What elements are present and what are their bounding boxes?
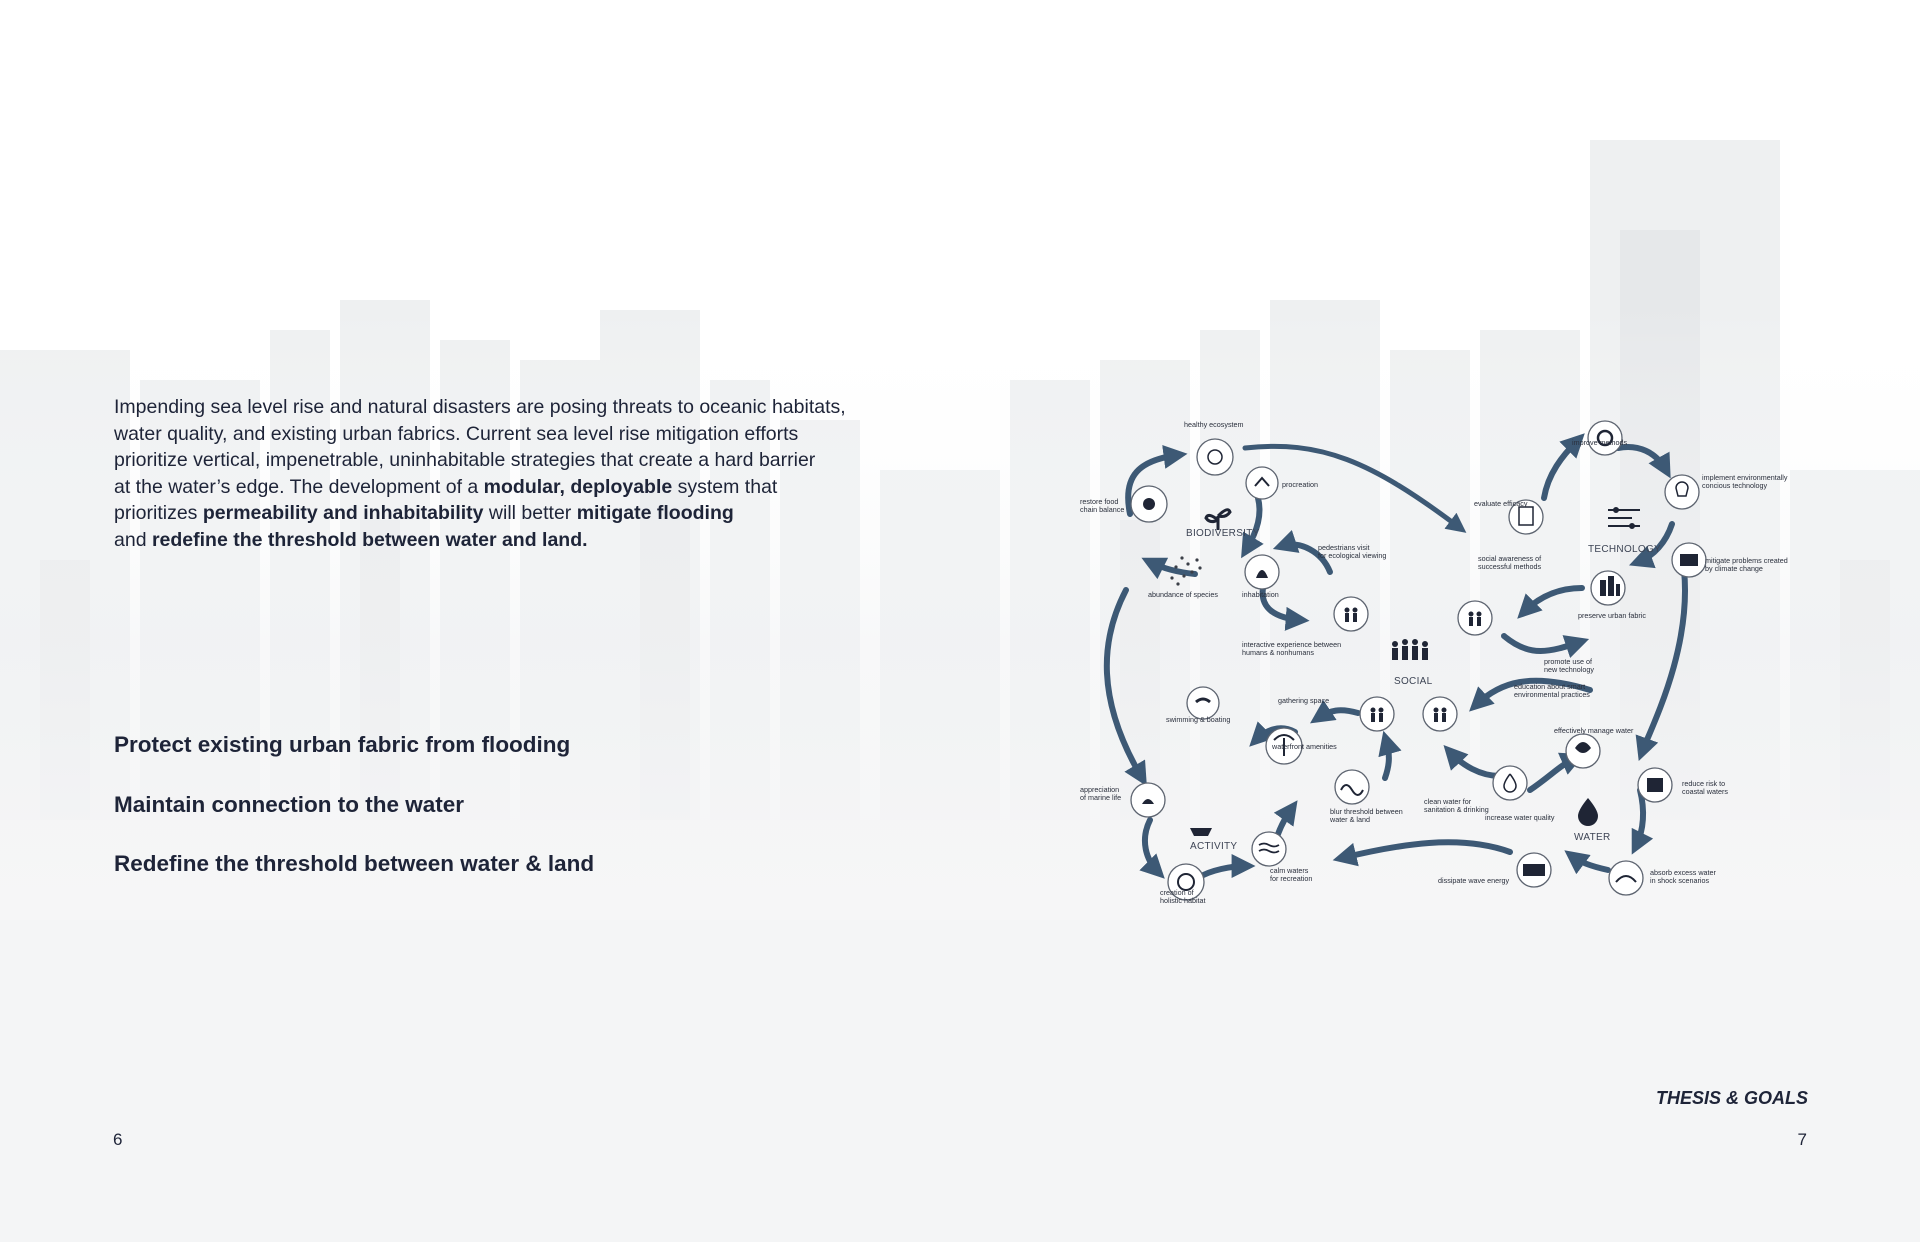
label-absorb: in shock scenarios	[1650, 876, 1710, 885]
label-inhabitation: inhabitation	[1242, 590, 1279, 599]
label-dissipate: dissipate wave energy	[1438, 876, 1510, 885]
goal-item: Maintain connection to the water	[114, 792, 465, 817]
label-gathering: gathering space	[1278, 696, 1330, 705]
wave-energy-icon	[1523, 864, 1545, 876]
label-promote: new technology	[1544, 665, 1594, 674]
label-improve: improve methods	[1572, 438, 1628, 447]
label-procreation: procreation	[1282, 480, 1318, 489]
node-clean-water	[1493, 766, 1527, 800]
boat-icon	[1190, 814, 1212, 836]
water-drop-icon	[1578, 798, 1598, 826]
label-creation: holistic habitat	[1160, 896, 1206, 905]
circuit-icon	[1608, 508, 1640, 528]
flow-arrow	[1246, 498, 1260, 550]
coast-icon	[1647, 778, 1663, 792]
node-gathering-space	[1360, 697, 1394, 731]
label-pedestrians: for ecological viewing	[1318, 551, 1387, 560]
category-social: SOCIAL	[1394, 676, 1433, 687]
label-increase: increase water quality	[1485, 813, 1555, 822]
flow-arrow	[1504, 636, 1580, 651]
flow-arrow	[1544, 440, 1578, 498]
intro-emphasis: redefine the threshold between water and land.	[151, 528, 588, 551]
node-education	[1423, 697, 1457, 731]
label-calm: calm waters	[1270, 866, 1309, 875]
fish-icon	[1143, 498, 1155, 510]
label-blur: blur threshold between	[1330, 807, 1403, 816]
label-blur: water & land	[1330, 815, 1370, 824]
label-education: education about smart	[1514, 682, 1586, 691]
page-number-right: 7	[1797, 1130, 1807, 1149]
label-preserve: preserve urban fabric	[1578, 611, 1646, 620]
node-absorb-excess-water	[1609, 861, 1643, 895]
label-education: environmental practices	[1514, 690, 1590, 699]
label-clean: clean water for	[1424, 797, 1472, 806]
goal-item: Protect existing urban fabric from flooding	[114, 732, 571, 757]
intro-text: prioritize vertical, impenetrable, uninhabitable strategies that create a hard barrier	[114, 449, 816, 471]
flow-arrow	[1638, 524, 1672, 562]
label-reduce: coastal waters	[1682, 787, 1728, 796]
factory-icon	[1680, 554, 1698, 566]
flow-arrow	[1107, 590, 1142, 778]
flow-arrow	[1198, 866, 1246, 878]
people-icon	[1345, 608, 1350, 613]
people-icon	[1371, 708, 1376, 713]
city-icon	[1600, 580, 1606, 596]
label-waterfront: waterfront amenities	[1272, 742, 1337, 751]
intro-text: will better	[483, 502, 577, 524]
label-evaluate: evaluate efficacy	[1474, 499, 1528, 508]
flow-arrow	[1636, 790, 1643, 846]
label-interactive: interactive experience between	[1242, 640, 1342, 649]
category-activity: ACTIVITY	[1190, 841, 1238, 852]
category-water: WATER	[1574, 832, 1611, 843]
category-biodiversity: BIODIVERSITY	[1186, 528, 1260, 539]
label-absorb: absorb excess water	[1650, 868, 1716, 877]
label-clean: sanitation & drinking	[1424, 805, 1489, 814]
flow-arrow	[1318, 710, 1358, 718]
label-appreciation: appreciation	[1080, 785, 1120, 794]
label-restore-food: restore food	[1080, 497, 1119, 506]
page-number-left: 6	[113, 1130, 123, 1149]
flow-arrow	[1642, 570, 1685, 752]
label-calm: for recreation	[1270, 874, 1313, 883]
flow-arrow	[1385, 740, 1389, 778]
flow-arrow	[1450, 752, 1500, 776]
node-implement-technology	[1665, 475, 1699, 509]
category-technology: TECHNOLOGY	[1588, 544, 1662, 555]
flow-arrow	[1524, 588, 1582, 612]
section-title: THESIS & GOALS	[1655, 1088, 1808, 1108]
goal-item: Redefine the threshold between water & land	[114, 851, 595, 876]
label-pedestrians: pedestrians visit	[1318, 543, 1370, 552]
people-icon	[1434, 708, 1439, 713]
label-social-awareness: successful methods	[1478, 562, 1542, 571]
node-social-awareness	[1458, 601, 1492, 635]
label-restore-food: chain balance	[1080, 505, 1125, 514]
label-effectively: effectively manage water	[1554, 726, 1634, 735]
node-procreation	[1246, 467, 1278, 499]
ecosystem-cycle-diagram	[1060, 400, 1820, 920]
intro-paragraph	[114, 394, 874, 553]
label-mitigate: by climate change	[1705, 564, 1763, 573]
label-healthy-ecosystem: healthy ecosystem	[1184, 420, 1244, 429]
label-implement: implement environmentally	[1702, 473, 1788, 482]
intro-text: and	[114, 528, 152, 551]
label-reduce: reduce risk to	[1682, 779, 1726, 788]
node-blur-threshold	[1335, 770, 1369, 804]
label-appreciation: of marine life	[1080, 793, 1122, 802]
intro-text: Impending sea level rise and natural disasters are posing threats to oceanic habitats,	[114, 396, 846, 418]
label-creation: creation of	[1160, 888, 1194, 897]
people-icon	[1469, 612, 1474, 617]
intro-emphasis: permeability and inhabitability	[202, 502, 484, 524]
label-interactive: humans & nonhumans	[1242, 648, 1314, 657]
intro-text: water quality, and existing urban fabrics. Current sea level rise mitigation efforts	[114, 422, 799, 445]
node-pedestrians	[1334, 597, 1368, 631]
crowd-icon	[1392, 639, 1428, 660]
label-abundance: abundance of species	[1148, 590, 1218, 599]
flow-arrow	[1342, 842, 1510, 858]
label-social-awareness: social awareness of	[1478, 554, 1542, 563]
node-healthy-ecosystem	[1197, 439, 1233, 475]
flow-arrow	[1530, 758, 1576, 790]
intro-emphasis: modular, deployable	[483, 475, 673, 498]
sprout-icon	[1206, 510, 1230, 530]
intro-text: at the water’s edge. The development of a	[114, 475, 484, 498]
flow-arrow	[1572, 856, 1608, 870]
flow-arrow	[1145, 820, 1158, 872]
label-swimming: swimming & boating	[1166, 715, 1231, 724]
intro-emphasis: mitigate flooding	[576, 502, 734, 524]
intro-text: prioritizes	[114, 502, 203, 524]
node-calm-waters	[1252, 832, 1286, 866]
flow-arrow	[1618, 447, 1666, 470]
label-mitigate: mitigate problems created	[1705, 556, 1788, 565]
intro-text: system that	[672, 475, 778, 498]
label-implement: concious technology	[1702, 481, 1768, 490]
label-promote: promote use of	[1544, 657, 1592, 666]
